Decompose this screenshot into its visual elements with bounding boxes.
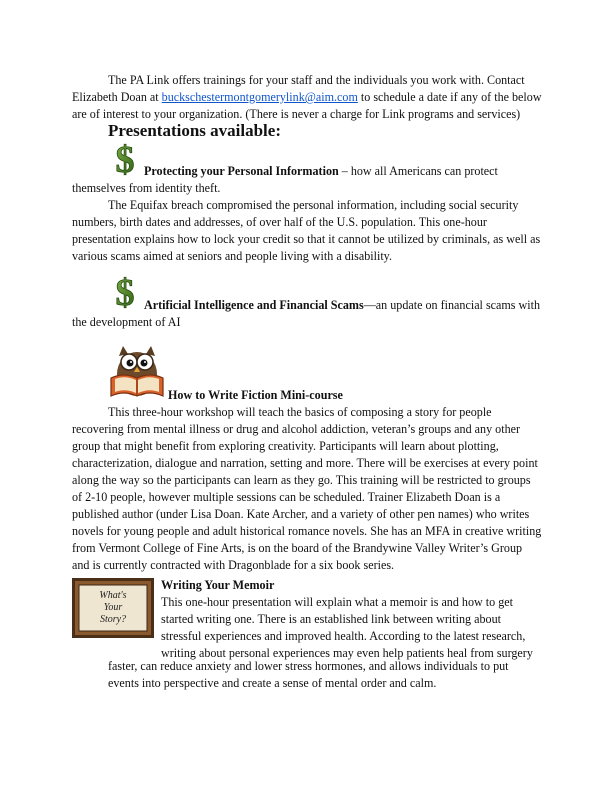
- identity-title-suffix: – how all Americans can protect themselves from identity theft.: [72, 164, 498, 195]
- ai-title-paragraph: [72, 297, 542, 331]
- ai-title: Artificial Intelligence and Financial Scams: [144, 298, 364, 312]
- svg-text:$: $: [115, 141, 135, 177]
- intro-paragraph: [72, 72, 542, 123]
- owl-reading-book-icon: [107, 344, 167, 400]
- presentations-heading: Presentations available:: [108, 121, 281, 140]
- image-text-line: Story?: [99, 614, 127, 625]
- fiction-title: How to Write Fiction Mini-course: [168, 388, 343, 402]
- whats-your-story-picture: [72, 578, 154, 638]
- image-text-line: Your: [103, 602, 123, 613]
- identity-body: The Equifax breach compromised the personal information, including social security numbers, birth dates and addresses, of over half of the U.S. population. This one-hour presentation explains how to lock your credit so that it cannot be utilized by criminals, as well as various scams aimed at seniors and people living with a disability.: [72, 198, 541, 263]
- identity-title-paragraph: [72, 163, 542, 197]
- svg-text:$: $: [115, 274, 135, 310]
- memoir-title: Writing Your Memoir: [161, 578, 275, 592]
- contact-email-link[interactable]: buckschestermontgomerylink@aim.com: [161, 90, 358, 104]
- memoir-body-part2: faster, can reduce anxiety and lower stress hormones, and allows individuals to put events into perspective and create a sense of mental order and calm.: [108, 659, 509, 690]
- ai-title-suffix: —an update on financial scams with the development of AI: [72, 298, 541, 329]
- identity-title: Protecting your Personal Information: [144, 164, 339, 178]
- intro-text-end: to schedule a date if any of the below are of interest to your organization. (There is never a charge for Link programs and services): [72, 90, 542, 121]
- memoir-body-part1: This one-hour presentation will explain what a memoir is and how to get started writing one. There is an established link between writing about stressful experiences and improved health. According to the latest research, writing about personal experiences may even help patients heal from surgery: [161, 595, 533, 660]
- intro-text: The PA Link offers trainings for your staff and the individuals you work with. Contact Elizabeth Doan at: [72, 73, 525, 104]
- fiction-body: This three-hour workshop will teach the basics of composing a story for people recovering from mental illness or drug and alcohol addiction, veteran’s groups and any other group that might benefit from exploring creativity. Participants will learn about plotting, characterization, dialogue and narration, setting and more. There will be exercises at every point along the way so the participants can learn as they go. This training will be restricted to groups of 2-10 people, however multiple sessions can be scheduled. Trainer Elizabeth Doan is a published author (under Lisa Doan. Kate Archer, and a variety of other pen names) who writes novels for young people and adult historical romance novels. She has an MFA in creative writing from Vermont College of Fine Arts, is on the board of the Brandywine Valley Writer’s Group and is currently contracted with Dragonblade for a six book series.: [72, 405, 542, 572]
- image-text-line: What's: [99, 590, 127, 601]
